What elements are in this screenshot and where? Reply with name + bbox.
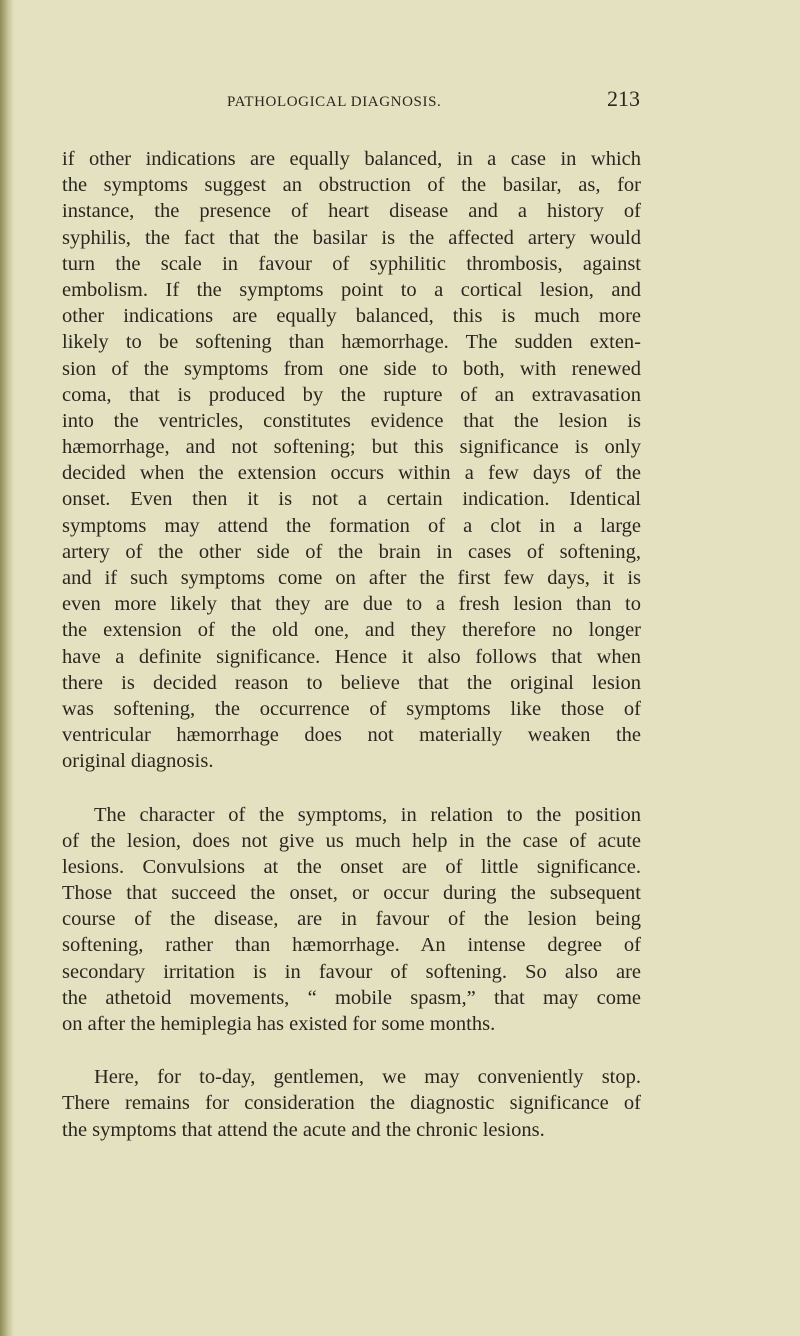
text-line: secondary irritation is in favour of softening. So also are [62, 960, 641, 983]
text-line: there is decided reason to believe that the original lesion [62, 671, 641, 694]
text-line: even more likely that they are due to a fresh lesion than to [62, 593, 641, 616]
text-line: sion of the symptoms from one side to both, with renewed [62, 357, 641, 380]
text-line: ventricular hæmorrhage does not materially weaken the [62, 724, 641, 747]
text-line: course of the disease, are in favour of the lesion being [62, 908, 641, 931]
text-line: the symptoms that attend the acute and the chronic lesions. [62, 1118, 545, 1141]
text-line: the athetoid movements, “ mobile spasm,” that may come [62, 986, 641, 1009]
text-line: embolism. If the symptoms point to a cortical lesion, and [62, 278, 641, 301]
text-line: other indications are equally balanced, this is much more [62, 305, 641, 328]
text-line: turn the scale in favour of syphilitic thrombosis, against [62, 252, 641, 275]
text-line: artery of the other side of the brain in cases of softening, [62, 540, 641, 563]
paragraph [62, 146, 641, 775]
text-line: decided when the extension occurs within a few days of the [62, 462, 641, 485]
paragraph [62, 1064, 641, 1143]
text-line: Those that succeed the onset, or occur during the subsequent [62, 882, 641, 905]
text-line: into the ventricles, constitutes evidence that the lesion is [62, 409, 641, 432]
text-line: on after the hemiplegia has existed for some months. [62, 1013, 496, 1035]
text-line: instance, the presence of heart disease and a history of [62, 200, 641, 223]
text-line: likely to be softening than hæmorrhage. The sudden exten- [62, 331, 641, 354]
text-line: softening, rather than hæmorrhage. An intense degree of [62, 934, 641, 957]
paragraph-gap [62, 1037, 641, 1064]
text-line: syphilis, the fact that the basilar is the affected artery would [62, 226, 641, 249]
running-title: PATHOLOGICAL DIAGNOSIS. [227, 94, 442, 110]
page-binding-edge [0, 0, 14, 1336]
text-line: original diagnosis. [62, 750, 214, 773]
page-header [62, 86, 640, 120]
page-body [62, 146, 641, 1143]
text-line: symptoms may attend the formation of a clot in a large [62, 514, 641, 537]
text-line: lesions. Convulsions at the onset are of little significance. [62, 855, 641, 878]
text-line: and if such symptoms come on after the first few days, it is [62, 567, 641, 589]
paragraph [62, 802, 641, 1038]
text-line: Here, for to-day, gentlemen, we may conveniently stop. [94, 1066, 641, 1089]
text-line: hæmorrhage, and not softening; but this significance is only [62, 436, 641, 459]
text-line: coma, that is produced by the rupture of an extravasation [62, 383, 641, 406]
page-number: 213 [607, 86, 640, 111]
text-line: The character of the symptoms, in relation to the position [94, 803, 641, 826]
text-line: There remains for consideration the diagnostic significance of [62, 1092, 641, 1115]
text-line: of the lesion, does not give us much help in the case of acute [62, 829, 641, 852]
text-line: was softening, the occurrence of symptoms like those of [62, 697, 641, 720]
text-line: have a definite significance. Hence it also follows that when [62, 645, 641, 668]
text-line: if other indications are equally balanced, in a case in which [62, 148, 641, 170]
paragraph-gap [62, 775, 641, 802]
text-line: the symptoms suggest an obstruction of the basilar, as, for [62, 174, 641, 197]
text-line: onset. Even then it is not a certain indication. Identical [62, 488, 641, 511]
text-line: the extension of the old one, and they therefore no longer [62, 619, 641, 642]
